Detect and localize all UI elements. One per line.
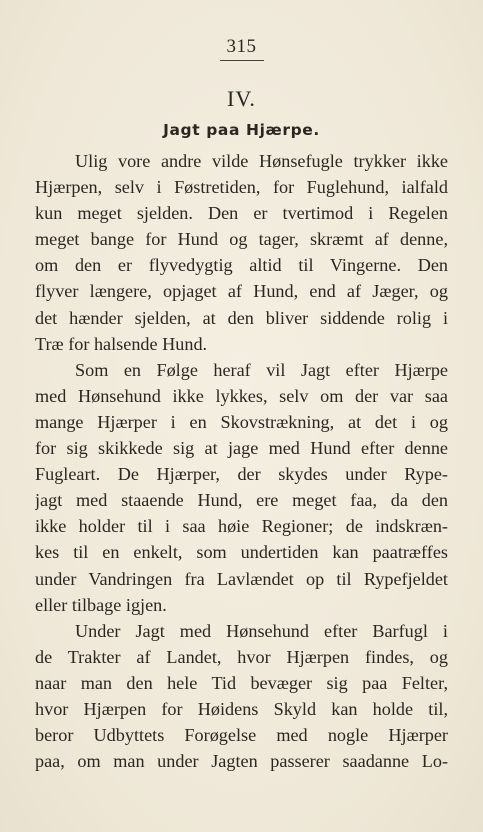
text-line: Træ for halsende Hund. xyxy=(35,333,208,354)
text-line: Ulig vore andre vilde Hønsefugle trykker ikke xyxy=(75,151,448,171)
text-line: kun meget sjelden. Den er tvertimod i Regelen xyxy=(35,203,448,224)
text-line: eller tilbage igjen. xyxy=(35,594,167,615)
text-line: Fugleart. De Hjærper, der skydes under Rype- xyxy=(35,464,448,485)
body-text xyxy=(35,148,448,774)
text-line: hvor Hjærpen for Høidens Skyld kan holde til, xyxy=(35,698,448,719)
text-line: paa, om man under Jagten passerer saadanne Lo- xyxy=(35,751,448,772)
chapter-title: Jagt paa Hjærpe. xyxy=(163,121,320,139)
text-line: det hænder sjelden, at den bliver siddende rolig i xyxy=(35,307,448,328)
text-line: Under Jagt med Hønsehund efter Barfugl i xyxy=(75,620,448,641)
text-line: naar man den hele Tid bevæger sig paa Felter, xyxy=(35,672,448,693)
text-line: under Vandringen fra Lavlændet op til Rypefjeldet xyxy=(35,568,448,589)
page-number: 315 xyxy=(226,36,257,57)
text-line: Som en Følge heraf vil Jagt efter Hjærpe xyxy=(75,359,448,380)
text-line: kes til en enkelt, som undertiden kan paatræffes xyxy=(35,542,448,563)
text-line: beror Udbyttets Forøgelse med nogle Hjærper xyxy=(35,725,448,746)
chapter-number: IV. xyxy=(227,86,256,111)
text-line: Hjærpen, selv i Føstretiden, for Fuglehund, ialfald xyxy=(35,177,448,198)
text-line: jagt med staaende Hund, ere meget faa, da den xyxy=(35,490,448,511)
page-number-rule xyxy=(220,60,264,61)
text-line: ikke holder til i saa høie Regioner; de indskræn- xyxy=(35,516,448,537)
text-line: om den er flyvedygtig altid til Vingerne. Den xyxy=(35,255,448,276)
text-line: meget bange for Hund og tager, skræmt af denne, xyxy=(35,229,448,250)
text-line: for sig skikkede sig at jage med Hund efter denne xyxy=(35,438,448,459)
text-line: de Trakter af Landet, hvor Hjærpen findes, og xyxy=(35,646,448,667)
text-line: mange Hjærper i en Skovstrækning, at det i og xyxy=(35,411,448,432)
text-line: flyver længere, opjaget af Hund, end af Jæger, og xyxy=(35,281,448,302)
text-line: med Hønsehund ikke lykkes, selv om der var saa xyxy=(35,385,448,406)
